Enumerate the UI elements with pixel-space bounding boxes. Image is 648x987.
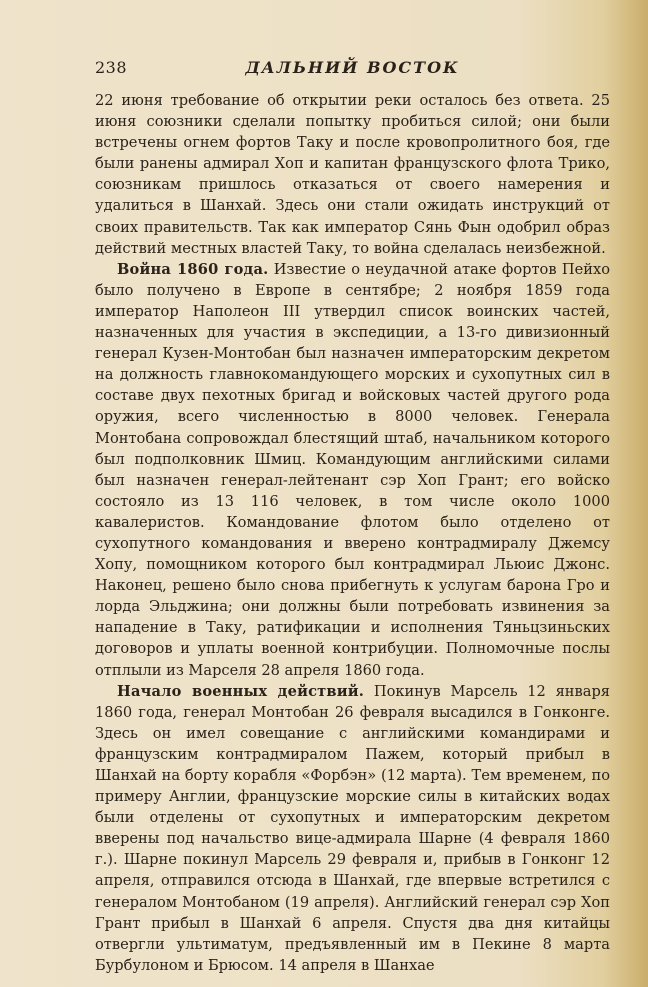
paragraph-heading: Начало военных действий. <box>117 682 365 700</box>
page-number: 238 <box>95 58 128 77</box>
paragraph-text: Известие о неудачной атаке фортов Пейхо было получено в Европе в сентябре; 2 ноября 1859 года император Наполеон III утвердил список воинских частей, назначенных для участия в экспедиции, а 13-го дивизионный генерал Кузен-Монтобан был назначен императорским декретом на должность главнокомандующего морских и сухопутных сил в составе двух пехотных бригад и войсковых частей другого рода оружия, всего численностью в 8000 человек. Генерала Монтобана сопровождал блестящий штаб, начальником которого был подполковник Шмиц. Командующим английскими силами был назначен генерал-лейтенант сэр Хоп Грант; его войско состояло из 13 116 человек, в том числе около 1000 кавалеристов. Командование флотом было отделено от сухопутного командования и вверено контрадмиралу Джемсу Хопу, помощником которого был контрадмирал Льюис Джонс. Наконец, решено было снова прибегнуть к услугам барона Гро и лорда Эльджина; они должны были потребовать извинения за нападение в Таку, ратификации и исполнения Тяньцзиньских договоров и уплаты военной контрибуции. Полномочные послы отплыли из Марселя 28 апреля 1860 года. <box>95 260 611 679</box>
page-header <box>95 58 610 88</box>
running-title: ДАЛЬНИЙ ВОСТОК <box>245 58 460 77</box>
paragraph-war-1860 <box>95 259 610 681</box>
paragraph-start-of-hostilities <box>95 681 610 976</box>
paragraph-continuation <box>95 90 610 259</box>
paragraph-text: Покинув Марсель 12 января 1860 года, генерал Монтобан 26 февраля высадился в Гонконге. Здесь он имел совещание с английскими командирами и французским контрадмиралом Пажем, который прибыл в Шанхай на борту корабля «Форбэн» (12 марта). Тем временем, по примеру Англии, французские морские силы в китайских водах были отделены от сухопутных и императорским декретом вверены под начальство вице-адмирала Шарне (4 февраля 1860 г.). Шарне покинул Марсель 29 февраля и, прибыв в Гонконг 12 апреля, отправился отсюда в Шанхай, где впервые встретился с генералом Монтобаном (19 апреля). Английский генерал сэр Хоп Грант прибыл в Шанхай 6 апреля. Спустя два дня китайцы отвергли ультиматум, предъявленный им в Пекине 8 марта Бурбулоном и Брюсом. 14 апреля в Шанхае <box>95 682 610 974</box>
paragraph-text: 22 июня требование об открытии реки осталось без ответа. 25 июня союзники сделали попытку пробиться силой; они были встречены огнем фортов Таку и после кровопролитного боя, где были ранены адмирал Хоп и капитан французского флота Трико, союзникам пришлось отказаться от своего намерения и удалиться в Шанхай. Здесь они стали ожидать инструкций от своих правительств. Так как император Сянь Фын одобрил образ действий местных властей Таку, то война сделалась неизбежной. <box>95 92 610 257</box>
body-text <box>95 90 610 976</box>
paragraph-heading: Война 1860 года. <box>117 260 269 278</box>
